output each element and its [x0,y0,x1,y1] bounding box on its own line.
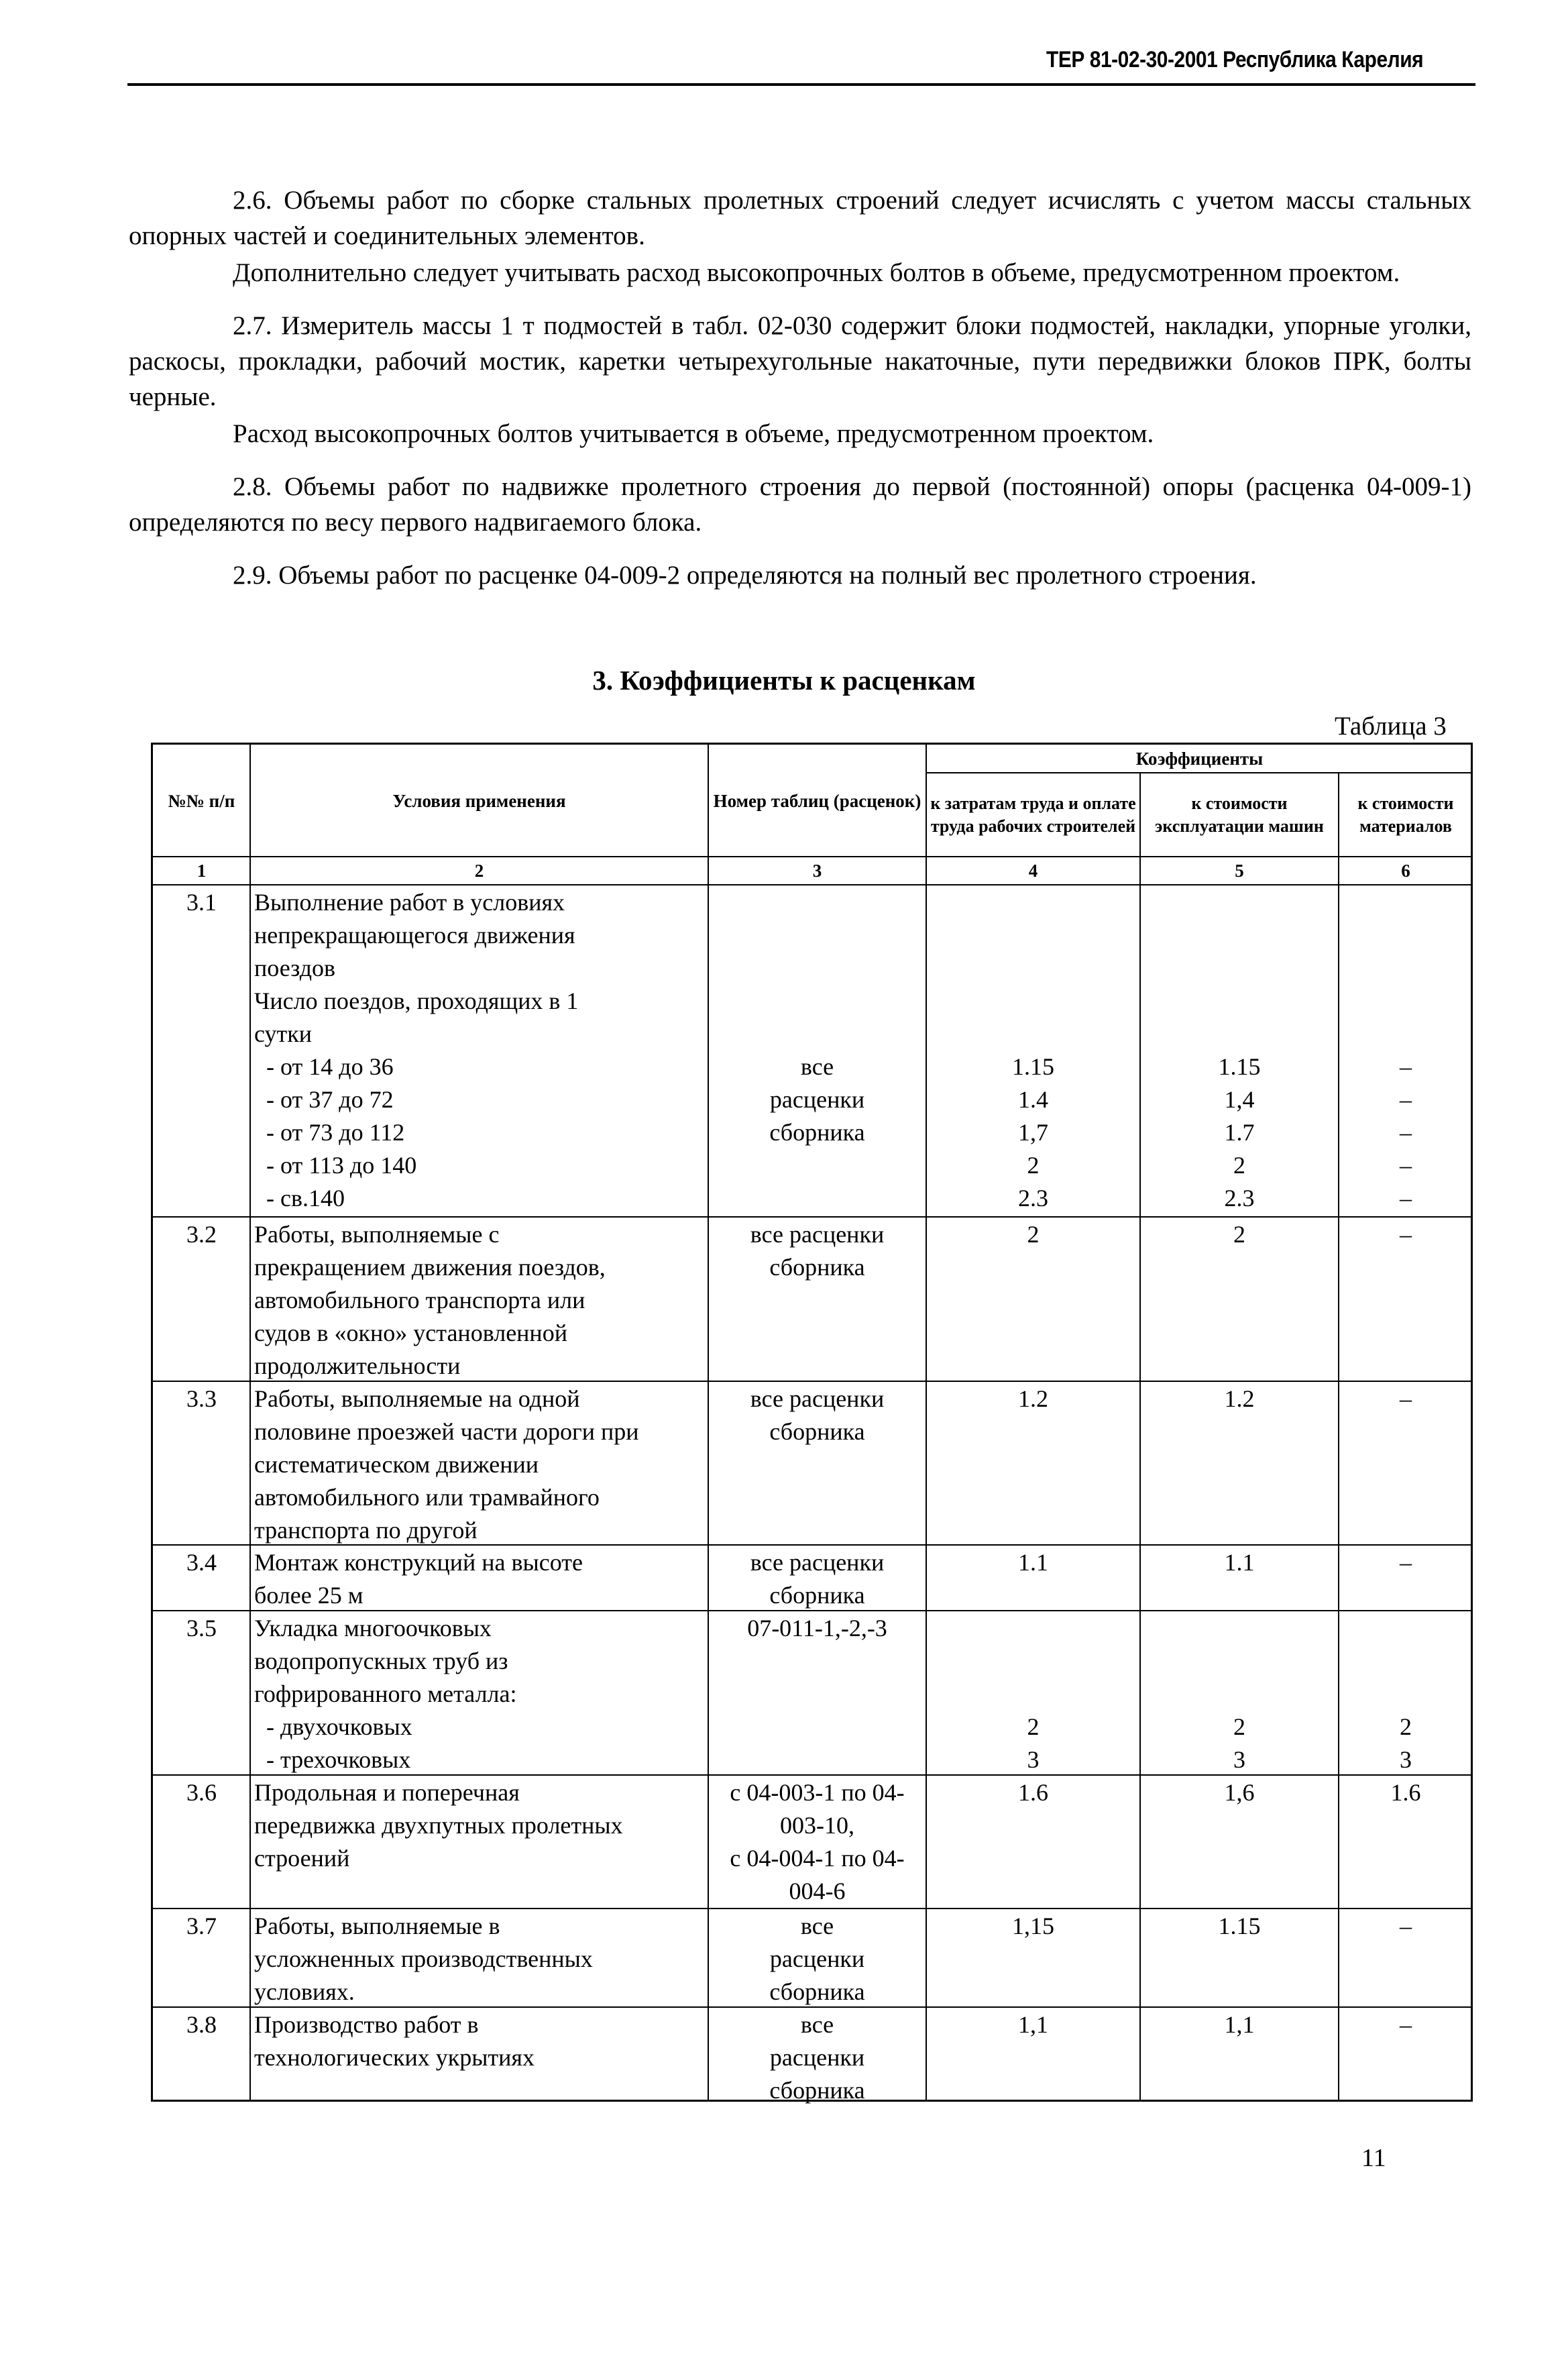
cell-line [930,1678,1136,1711]
cell-line [1343,1018,1469,1051]
cell-line: 1.6 [1390,1779,1421,1806]
cell-line [1144,985,1335,1018]
cell-line: 3.4 [186,1549,217,1576]
cell-line: прекращением движения поездов, [254,1254,606,1281]
cell-line: технологических укрытиях [254,2044,535,2071]
cell-line: 2.3 [1224,1185,1255,1212]
cell-line: 1.1 [1018,1549,1048,1576]
cell-line: 2 [1027,1152,1040,1179]
cell-line: 3.7 [186,1913,217,1939]
cell-line: 1.1 [1224,1549,1255,1576]
cell-line [930,1612,1136,1645]
row-conditions [254,1776,704,1875]
cell-line: сборника [769,1978,865,2005]
cell-line: 3.3 [186,1385,217,1412]
cell-line: 3 [1400,1746,1412,1773]
cell-line: 1,1 [1224,2011,1255,2038]
row-coef-materials [1343,1383,1469,1415]
cell-line: 004-6 [789,1878,846,1904]
cell-line: 2 [1027,1713,1040,1740]
cell-line: 1.2 [1224,1385,1255,1412]
cell-line: 3.8 [186,2011,217,2038]
cell-line: 3.6 [186,1779,217,1806]
cell-line: 1.15 [1218,1913,1261,1939]
cell-line: 3.5 [186,1615,217,1642]
cell-line [712,952,922,985]
cell-line: 1.4 [1018,1086,1048,1113]
cell-line: - двухочковых [254,1713,412,1740]
cell-line: 1,6 [1224,1779,1255,1806]
row-table-ref [712,1910,922,2008]
row-number [157,2008,246,2041]
row-number [157,1546,246,1579]
coefficients-table [151,743,1473,2102]
cell-line: водопропускных труб из [254,1648,508,1674]
paragraph-2-9: 2.9. Объемы работ по расценке 04-009-2 определяются на полный вес пролетного строения. [233,561,1257,590]
cell-line [1343,1678,1469,1711]
cell-line: 1.15 [1218,1053,1261,1080]
header-coefficients: Коэффициенты [1135,749,1264,769]
page-number: 11 [1361,2144,1386,2172]
cell-line: продолжительности [254,1352,461,1379]
row-coef-machines [1144,1383,1335,1415]
column-number: 3 [812,861,822,881]
cell-line: все расценки [750,1549,885,1576]
cell-line: транспорта по другой [254,1517,478,1544]
cell-line [930,1018,1136,1051]
row-conditions [254,1383,704,1547]
column-number: 6 [1401,861,1410,881]
cell-line: 1,15 [1012,1913,1054,1939]
column-divider [1338,773,1339,2100]
row-coef-labor [930,2008,1136,2041]
cell-line: расценки [769,1086,865,1113]
row-coef-labor [930,1383,1136,1415]
cell-line [1343,952,1469,985]
cell-line: – [1400,1385,1412,1412]
cell-line: Работы, выполняемые с [254,1221,500,1248]
cell-line: сборника [769,2077,865,2104]
row-table-ref [712,1612,922,1645]
row-coef-labor [930,886,1136,1215]
row-conditions [254,1546,704,1612]
row-table-ref [712,1218,922,1284]
cell-line [712,1018,922,1051]
column-divider [249,745,251,2100]
row-conditions [254,1218,704,1383]
cell-line: все [800,2011,834,2038]
cell-line [1144,1678,1335,1711]
header-num: №№ п/п [168,790,235,811]
cell-line: - св.140 [254,1185,345,1212]
cell-line: 3 [1027,1746,1040,1773]
cell-line: - от 113 до 140 [254,1152,417,1179]
cell-line: 003-10, [780,1812,854,1839]
cell-line [930,985,1136,1018]
cell-line: – [1400,1053,1412,1080]
cell-line: Продольная и поперечная [254,1779,520,1806]
cell-line: расценки [769,1945,865,1972]
cell-line: 1.7 [1224,1119,1255,1146]
cell-line: 2.3 [1018,1185,1048,1212]
row-coef-machines [1144,1910,1335,1943]
row-number [157,1776,246,1809]
cell-line: усложненных производственных [254,1945,593,1972]
cell-line: условиях. [254,1978,355,2005]
row-table-ref [712,2008,922,2107]
column-number: 2 [474,861,484,881]
column-number: 5 [1235,861,1244,881]
column-number: 1 [197,861,207,881]
row-divider [153,1908,1471,1909]
row-conditions [254,886,704,1215]
row-coef-materials [1343,2008,1469,2041]
cell-line [1343,919,1469,952]
row-coef-machines [1144,1546,1335,1579]
cell-line: 1.15 [1012,1053,1054,1080]
cell-line: автомобильного или трамвайного [254,1484,600,1511]
cell-line [1144,1645,1335,1678]
cell-line: 3 [1233,1746,1245,1773]
row-conditions [254,1910,704,2008]
cell-line [712,886,922,919]
paragraph-2-6: 2.6. Объемы работ по сборке стальных пролетных строений следует исчислять с учетом массы стальных опорных частей и соединительных элементов. [129,186,1471,250]
cell-line: Производство работ в [254,2011,479,2038]
cell-line: – [1400,1185,1412,1212]
cell-line: – [1400,1913,1412,1939]
row-conditions [254,2008,704,2074]
row-coef-materials [1343,1546,1469,1579]
cell-line: непрекращающегося движения [254,922,575,949]
cell-line: – [1400,2011,1412,2038]
paragraph-2-6-extra: Дополнительно следует учитывать расход высокопрочных болтов в объеме, предусмотренном проектом. [233,258,1400,287]
header-rule [127,83,1475,86]
cell-line: - от 73 до 112 [254,1119,405,1146]
cell-line: 1.6 [1018,1779,1048,1806]
row-coef-machines [1144,1218,1335,1251]
cell-line: передвижка двухпутных пролетных [254,1812,623,1839]
row-table-ref [712,886,922,1149]
row-coef-machines [1144,886,1335,1215]
cell-line [930,919,1136,952]
row-coef-machines [1144,2008,1335,2041]
paragraph-2-7-extra: Расход высокопрочных болтов учитывается в объеме, предусмотренном проектом. [233,419,1154,448]
column-divider [926,745,927,2100]
column-divider [1139,773,1141,2100]
cell-line: Работы, выполняемые на одной [254,1385,580,1412]
cell-line: сборника [769,1418,865,1445]
cell-line [1343,1645,1469,1678]
row-number [157,1910,246,1943]
header-machines: к стоимости эксплуатации машин [1155,793,1324,836]
cell-line: 3.2 [186,1221,217,1248]
cell-line: 2 [1233,1152,1245,1179]
row-conditions [254,1612,704,1776]
cell-line [1144,1612,1335,1645]
cell-line: 2 [1233,1713,1245,1740]
cell-line [1144,886,1335,919]
header-conditions: Условия применения [392,790,566,811]
cell-line: Работы, выполняемые в [254,1913,500,1939]
cell-line: строений [254,1845,350,1872]
cell-line [712,985,922,1018]
cell-line: - от 14 до 36 [254,1053,394,1080]
cell-line [1144,1018,1335,1051]
row-coef-machines [1144,1776,1335,1809]
cell-line: Число поездов, проходящих в 1 [254,987,579,1014]
cell-line: – [1400,1152,1412,1179]
row-number [157,1218,246,1251]
cell-line [712,919,922,952]
cell-line: 2 [1400,1713,1412,1740]
cell-line: все расценки [750,1385,885,1412]
cell-line: гофрированного металла: [254,1680,517,1707]
cell-line: 1,1 [1018,2011,1048,2038]
cell-line: с 04-003-1 по 04- [730,1779,905,1806]
row-table-ref [712,1546,922,1612]
cell-line: все расценки [750,1221,885,1248]
cell-line: 1,7 [1018,1119,1048,1146]
row-coef-materials [1343,1776,1469,1809]
cell-line: расценки [769,2044,865,2071]
row-divider [153,1216,1471,1218]
cell-line: – [1400,1221,1412,1248]
cell-line: судов в «окно» установленной [254,1320,567,1346]
cell-line [1343,886,1469,919]
cell-line: 1.2 [1018,1385,1048,1412]
row-number [157,1612,246,1645]
cell-line: все [800,1053,834,1080]
column-number: 4 [1028,861,1038,881]
row-coef-labor [930,1910,1136,1943]
cell-line: половине проезжей части дороги при [254,1418,639,1445]
cell-line: – [1400,1086,1412,1113]
document-header: ТЕР 81-02-30-2001 Республика Карелия [1046,47,1424,72]
cell-line: - от 37 до 72 [254,1086,394,1113]
cell-line: 1,4 [1224,1086,1255,1113]
header-labor: к затратам труда и оплате труда рабочих строителей [930,793,1136,836]
row-number [157,886,246,919]
section-title: 3. Коэффициенты к расценкам [592,665,976,696]
cell-line: 2 [1233,1221,1245,1248]
cell-line: более 25 м [254,1582,363,1609]
column-divider [708,745,709,2100]
body-text [129,182,1471,610]
row-table-ref [712,1776,922,1908]
row-coef-materials [1343,1218,1469,1251]
cell-line: сутки [254,1020,312,1047]
paragraph-2-8: 2.8. Объемы работ по надвижке пролетного строения до первой (постоянной) опоры (расценка 04-009-1) определяются по весу первого надвигаемого блока. [129,472,1471,537]
cell-line: систематическом движении [254,1451,539,1478]
cell-line: 2 [1027,1221,1040,1248]
cell-line [930,1645,1136,1678]
cell-line [1144,952,1335,985]
row-number [157,1383,246,1415]
header-materials: к стоимости материалов [1357,793,1454,836]
row-coef-labor [930,1612,1136,1776]
cell-line: 07-011-1,-2,-3 [747,1615,887,1642]
cell-line: Выполнение работ в условиях [254,889,565,916]
cell-line [1343,985,1469,1018]
header-table-ref: Номер таблиц (расценок) [713,790,921,811]
cell-line [1144,919,1335,952]
cell-line: с 04-004-1 по 04- [730,1845,905,1872]
row-coef-materials [1343,1612,1469,1776]
cell-line [1343,1612,1469,1645]
cell-line: – [1400,1549,1412,1576]
cell-line: сборника [769,1254,865,1281]
row-table-ref [712,1383,922,1448]
cell-line: – [1400,1119,1412,1146]
row-coef-materials [1343,1910,1469,1943]
cell-line: сборника [769,1119,865,1146]
cell-line: автомобильного транспорта или [254,1287,585,1313]
row-coef-labor [930,1776,1136,1809]
cell-line: Укладка многоочковых [254,1615,492,1642]
row-coef-materials [1343,886,1469,1215]
cell-line: 3.1 [186,889,217,916]
cell-line: все [800,1913,834,1939]
cell-line: Монтаж конструкций на высоте [254,1549,583,1576]
cell-line: поездов [254,955,336,981]
table-label: Таблица 3 [1335,712,1447,741]
row-coef-labor [930,1546,1136,1579]
row-coef-labor [930,1218,1136,1251]
cell-line: сборника [769,1582,865,1609]
paragraph-2-7: 2.7. Измеритель массы 1 т подмостей в табл. 02-030 содержит блоки подмостей, накладки, упорные уголки, раскосы, прокладки, рабочий мостик, каретки четырехугольные накаточные, пути передвижки блоков ПРК, болты черные. [129,311,1471,411]
cell-line: - трехочковых [254,1746,411,1773]
cell-line [930,952,1136,985]
row-coef-machines [1144,1612,1335,1776]
cell-line [930,886,1136,919]
